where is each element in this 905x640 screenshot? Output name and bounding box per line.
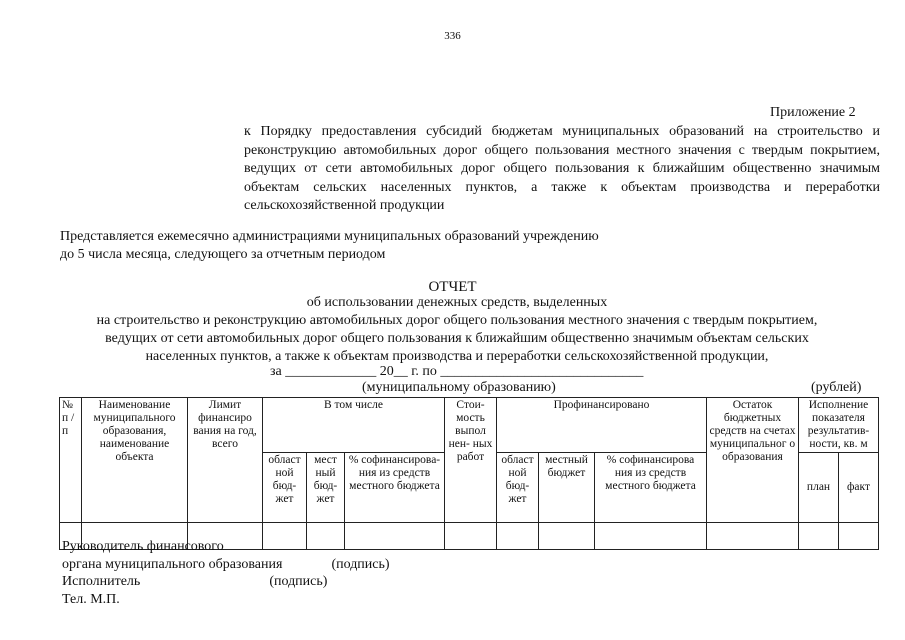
table-cell[interactable] (497, 523, 539, 550)
intro-line-2: до 5 числа месяца, следующего за отчетным периодом (60, 247, 386, 262)
period-prefix: за (270, 364, 282, 379)
header-works-cost: Стои- мость выпол нен- ных работ (445, 398, 497, 523)
header-funded: Профинансировано (497, 398, 707, 453)
executor-label: Исполнитель (62, 574, 141, 589)
period-end-blank: _____________________________ (440, 364, 644, 379)
executor-signature: (подпись) (269, 574, 328, 589)
intro-line-1: Представляется ежемесячно администрациями муниципальных образований учреждению (60, 229, 599, 244)
header-funded-regional-budget: област ной бюд- жет (497, 453, 539, 523)
header-including: В том числе (263, 398, 445, 453)
table-cell[interactable] (539, 523, 595, 550)
table-cell[interactable] (445, 523, 497, 550)
header-incl-local-budget: мест ный бюд- жет (307, 453, 345, 523)
report-subtitle-line-1: об использовании денежных средств, выделенных (306, 295, 608, 310)
header-performance: Исполнение показателя результатив- ности, кв. м (799, 398, 879, 453)
page-number: 336 (444, 30, 461, 42)
header-incl-cofinancing-pct: % софинансирова- ния из средств местного бюджета (345, 453, 445, 523)
report-title: ОТЧЕТ (428, 279, 477, 295)
signature-line-4: Тел. М.П. (62, 591, 120, 607)
header-funded-cofinancing-pct: % софинансирова ния из средств местного бюджета (595, 453, 707, 523)
table-cell[interactable] (839, 523, 879, 550)
report-table (59, 397, 879, 550)
header-perf-plan: план (799, 453, 839, 523)
header-budget-balance: Остаток бюджетных средств на счетах муниципальног о образования (707, 398, 799, 523)
period-start-blank: _____________ (285, 364, 377, 379)
period-year: 20__ (379, 364, 408, 379)
table-cell[interactable] (707, 523, 799, 550)
signature-line-1: Руководитель финансового (62, 539, 224, 554)
header-annual-limit: Лимит финансиро вания на год, всего (188, 398, 263, 523)
header-funded-local-budget: местный бюджет (539, 453, 595, 523)
signature-line-3 (62, 573, 390, 591)
header-incl-regional-budget: област ной бюд- жет (263, 453, 307, 523)
finance-head-signature: (подпись) (331, 556, 390, 572)
table-header-row-1 (60, 398, 879, 453)
submission-instructions (60, 228, 599, 264)
report-period (270, 364, 643, 380)
report-subtitle-line-4: населенных пунктов, а также к объектам производства и переработки сельскохозяйственной продукции, (145, 349, 769, 364)
signature-block (62, 538, 390, 608)
finance-head-label: органа муниципального образования (62, 556, 283, 572)
table-cell[interactable] (595, 523, 707, 550)
header-perf-fact: факт (839, 453, 879, 523)
report-subtitle-line-2: на строительство и реконструкцию автомобильных дорог общего пользования местного значения с твердым покрытием, (96, 313, 818, 328)
report-subtitle (52, 294, 862, 366)
header-municipality-object: Наименование муниципального образования, наименование объекта (82, 398, 188, 523)
appendix-title: Приложение 2 (770, 105, 856, 120)
report-subtitle-line-3: ведущих от сети автомобильных дорог общего пользования к ближайшим общественно значимым объектам сельских (105, 331, 809, 346)
signature-line-2 (62, 556, 390, 574)
table-cell[interactable] (799, 523, 839, 550)
period-mid: г. по (411, 364, 437, 379)
unit-note: (рублей) (811, 380, 862, 395)
municipality-note: (муниципальному образованию) (362, 380, 556, 395)
header-number: № п / п (60, 398, 82, 523)
appendix-text: к Порядку предоставления субсидий бюджетам муниципальных образований на строительство и реконструкцию автомобильных дорог общего пользования местного значения с твердым покрытием, ведущих от сети автомобильных дорог общего пользования к ближайшим общественно значимым объектам сельских населенных пунктов, а также к объектам производства и переработки сельскохозяйственной продукции (244, 124, 880, 213)
